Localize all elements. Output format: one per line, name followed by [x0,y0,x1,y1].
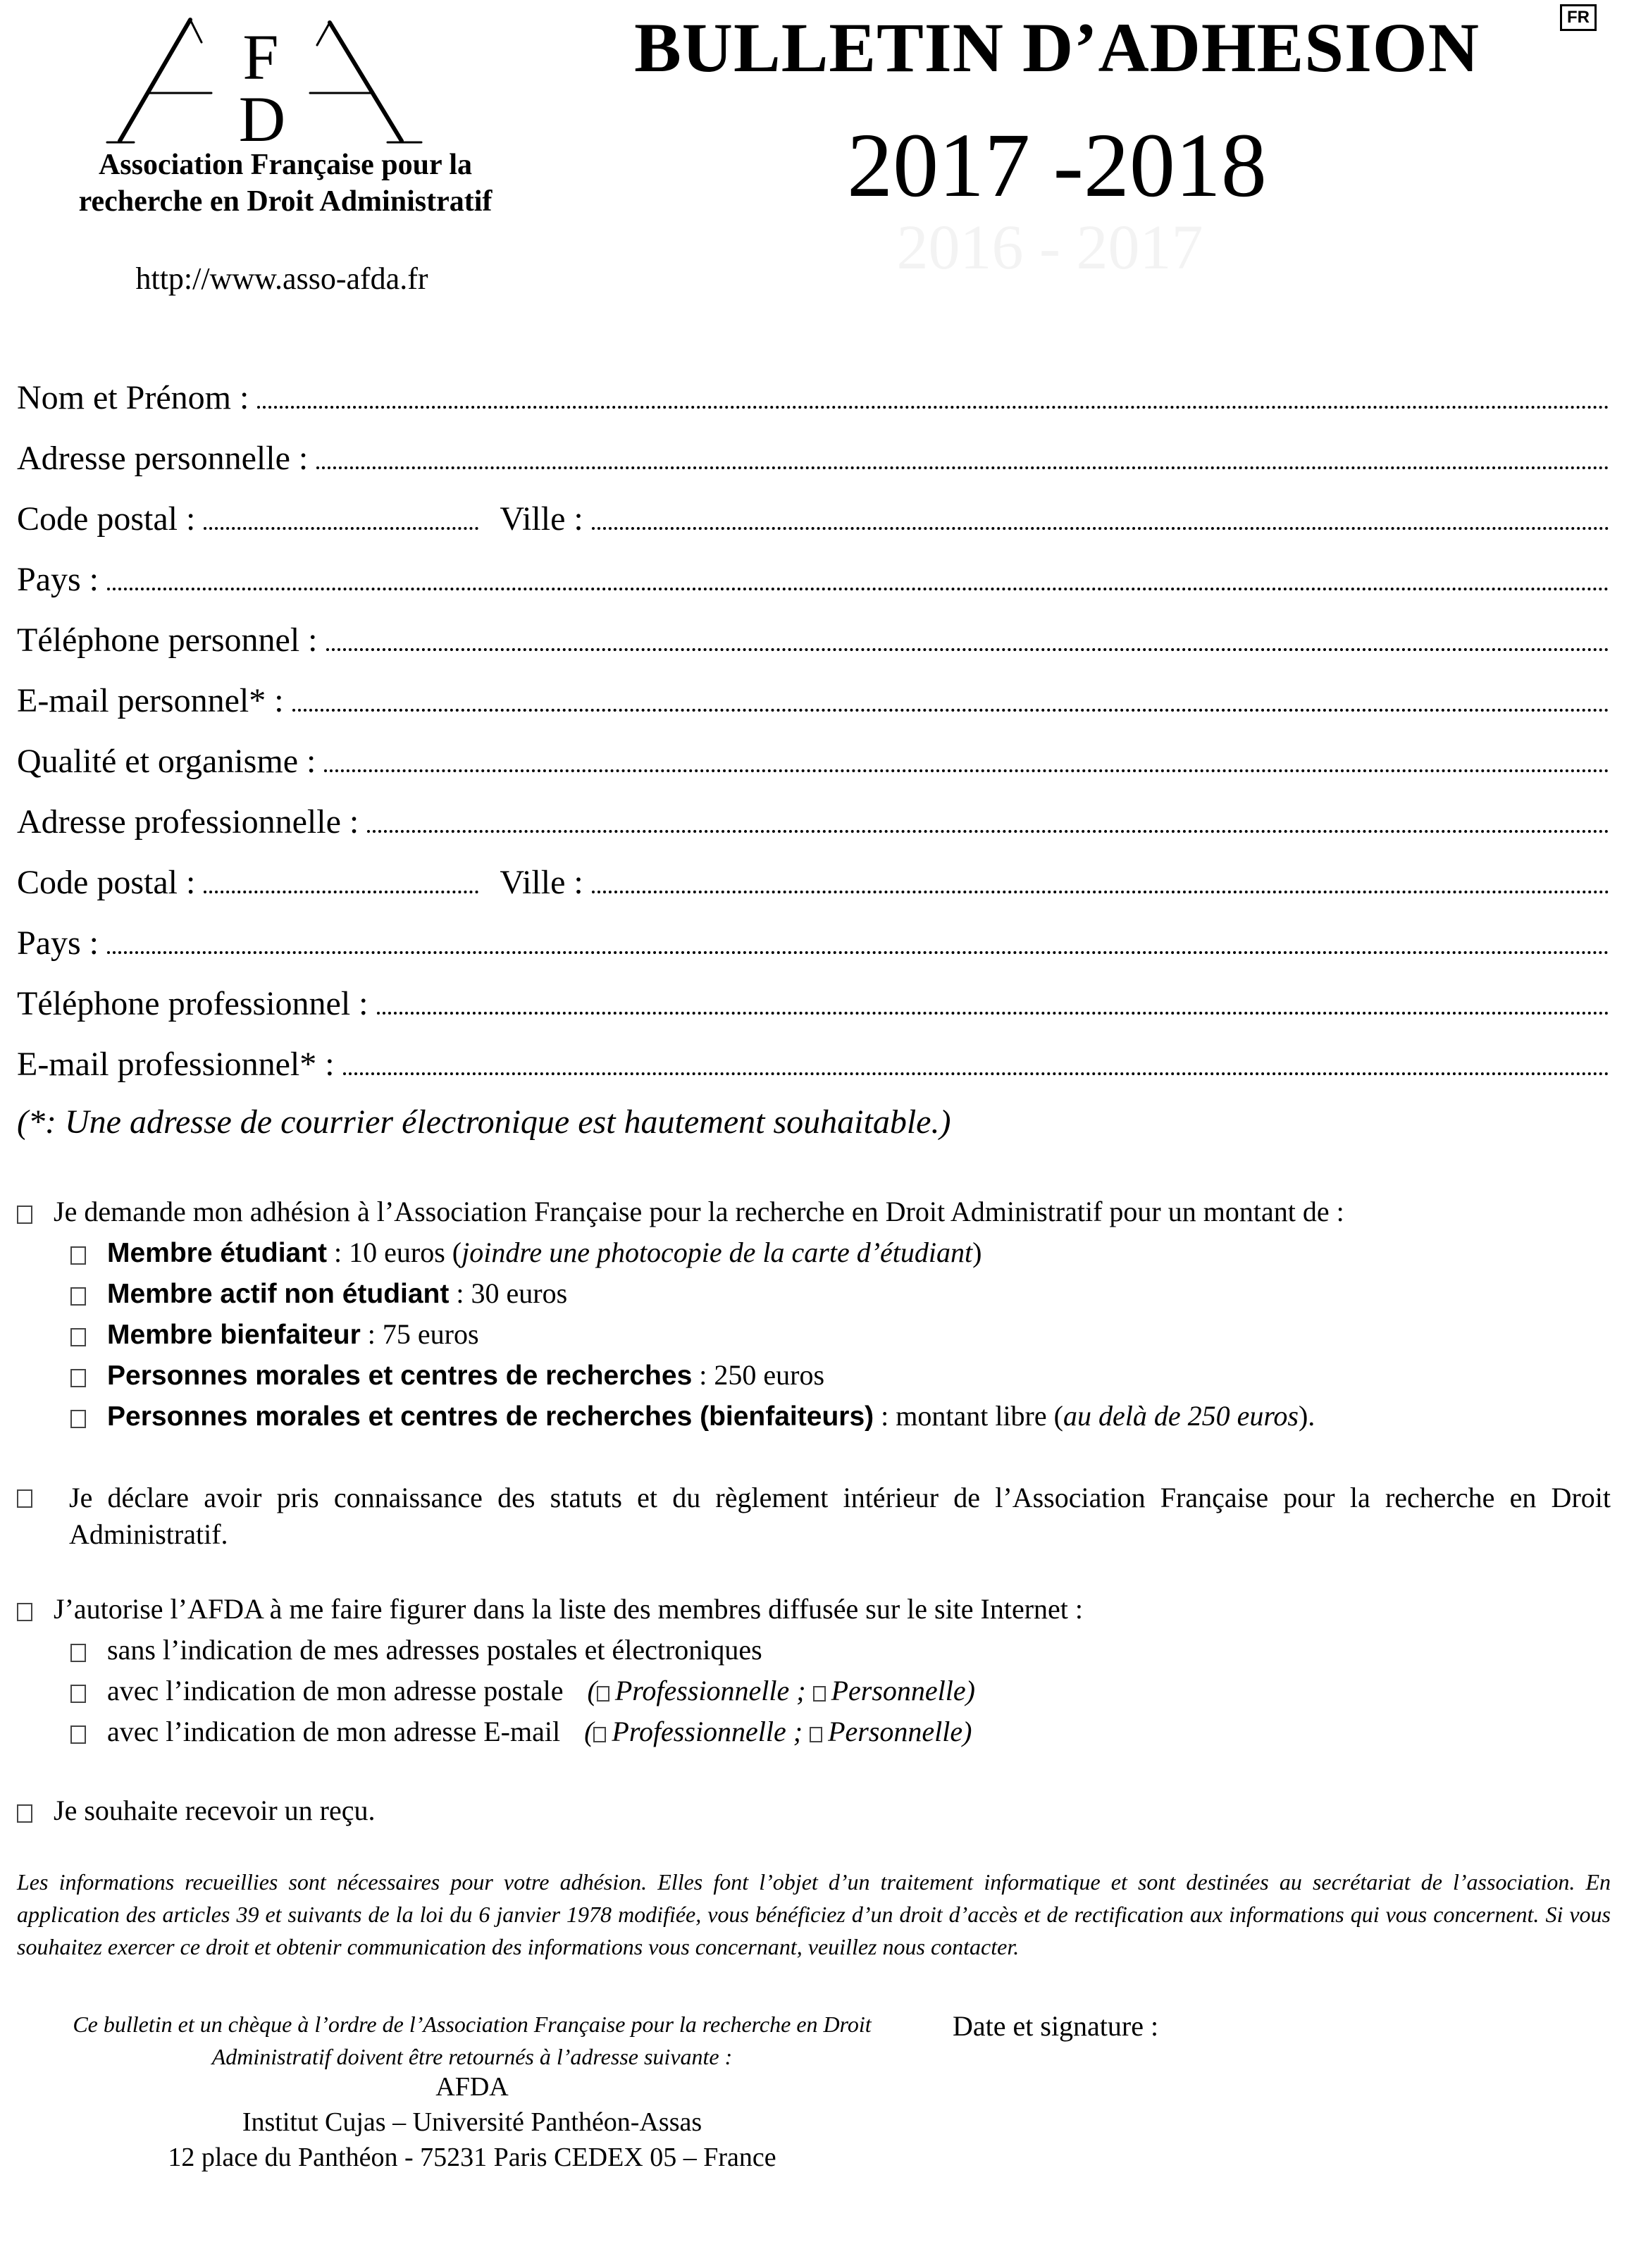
personal-checkbox[interactable] [810,1727,822,1742]
option-student[interactable]: Membre étudiant : 10 euros (joindre une photocopie de la carte d’étudiant) [70,1236,981,1269]
email-note: (*: Une adresse de courrier électronique est hautement souhaitable.) [17,1103,951,1141]
option-name: Personnes morales et centres de recherches [107,1361,693,1391]
statutes-declaration[interactable] [17,1480,1611,1553]
field-label: Nom et Prénom : [17,379,249,416]
option-name: Membre étudiant [107,1238,328,1268]
previous-year-watermark: 2016 - 2017 [896,213,1203,283]
checkbox[interactable] [70,1644,86,1662]
field-label: Qualité et organisme : [17,743,316,780]
membership-intro: Je demande mon adhésion à l’Association Française pour la recherche en Droit Administratif pour un montant de : [54,1196,1344,1227]
fill-line[interactable] [204,526,478,530]
receipt-checkbox[interactable] [17,1804,32,1823]
field-label: E-mail professionnel* : [17,1046,335,1083]
field-position-organisation[interactable] [17,738,1609,781]
field-label: Ville : [500,864,583,901]
field-professional-country[interactable] [17,920,1609,962]
logo-letter-d: D [238,83,286,148]
checkbox[interactable] [70,1287,86,1306]
field-personal-phone[interactable] [17,617,1609,659]
fill-line[interactable] [204,890,478,893]
field-personal-address[interactable] [17,435,1609,478]
checkbox[interactable] [70,1410,86,1428]
field-professional-address[interactable] [17,799,1609,841]
option-benefactor[interactable]: Membre bienfaiteur : 75 euros [70,1318,479,1351]
fill-line[interactable] [343,1072,1609,1075]
fill-line[interactable] [324,769,1609,772]
field-personal-postcode-city[interactable] [17,496,1609,538]
membership-request[interactable] [17,1195,1344,1228]
field-label: Code postal : [17,864,196,901]
option-active-member[interactable]: Membre actif non étudiant : 30 euros [70,1277,567,1310]
authorization-option-email[interactable]: avec l’indication de mon adresse E-mail ( Professionnelle ; Personnelle) [70,1715,972,1748]
declaration-text: Je déclare avoir pris connaissance des statuts et du règlement intérieur de l’Association Française pour la recherche en Droit Administratif. [69,1482,1611,1550]
org-name [28,147,543,220]
logo-letter-f: F [242,21,279,93]
option-legal-entities[interactable]: Personnes morales et centres de recherches : 250 euros [70,1358,824,1392]
field-personal-country[interactable] [17,557,1609,599]
field-label: Téléphone professionnel : [17,985,369,1022]
option-legal-entities-benefactors[interactable]: Personnes morales et centres de recherches (bienfaiteurs) : montant libre (au delà de 250 euros). [70,1399,1315,1432]
checkbox[interactable] [70,1369,86,1387]
fill-line[interactable] [592,526,1609,530]
field-label: Code postal : [17,500,196,538]
checkbox[interactable] [70,1246,86,1265]
fill-line[interactable] [326,647,1609,651]
field-label: E-mail personnel* : [17,682,284,719]
professional-checkbox[interactable] [593,1727,606,1742]
membership-year: 2017 -2018 [847,115,1267,216]
fill-line[interactable] [316,466,1609,469]
field-label: Ville : [500,500,583,538]
membership-checkbox[interactable] [17,1206,32,1224]
address-line-institute: Institut Cujas – Université Panthéon-Assas [242,2107,702,2137]
address-line-street: 12 place du Panthéon - 75231 Paris CEDEX 05 – France [168,2143,776,2172]
field-personal-email[interactable] [17,678,1609,720]
fill-line[interactable] [367,829,1609,833]
field-label: Adresse personnelle : [17,440,309,477]
fill-line[interactable] [292,708,1609,712]
professional-checkbox[interactable] [597,1686,609,1702]
authorization-option-none[interactable]: sans l’indication de mes adresses postales et électroniques [70,1633,762,1666]
receipt-request[interactable]: Je souhaite recevoir un reçu. [17,1794,375,1827]
option-name: Membre actif non étudiant [107,1279,450,1309]
authorization-option-postal[interactable]: avec l’indication de mon adresse postale ( Professionnelle ; Personnelle) [70,1674,975,1707]
field-name[interactable] [17,375,1609,417]
fill-line[interactable] [592,890,1609,893]
option-name: Personnes morales et centres de recherches (bienfaiteurs) [107,1401,874,1432]
field-professional-phone[interactable] [17,981,1609,1023]
afda-logo [106,14,430,148]
field-label: Téléphone personnel : [17,621,318,659]
website-link[interactable]: http://www.asso-afda.fr [135,261,428,296]
field-professional-email[interactable] [17,1041,1609,1084]
field-label: Pays : [17,924,99,962]
org-name-line1: Association Française pour la [98,149,473,181]
return-instructions: Ce bulletin et un chèque à l’ordre de l’Association Française pour la recherche en Droit Administratif doivent être retournés à l’adresse suivante : [73,2012,872,2069]
fill-line[interactable] [107,950,1609,954]
language-badge: FR [1560,4,1597,31]
fill-line[interactable] [377,1011,1609,1015]
option-name: Membre bienfaiteur [107,1320,361,1350]
page-title: BULLETIN D’ADHESION [634,8,1480,87]
declaration-checkbox[interactable] [17,1489,32,1508]
address-line-org: AFDA [435,2072,509,2102]
checkbox[interactable] [70,1725,86,1744]
fill-line[interactable] [107,587,1609,590]
authorization-checkbox[interactable] [17,1603,32,1621]
org-name-line2: recherche en Droit Administratif [78,185,493,218]
signature-label: Date et signature : [953,2010,1159,2042]
checkbox[interactable] [70,1685,86,1703]
field-label: Pays : [17,561,99,598]
directory-authorization[interactable] [17,1592,1083,1625]
field-professional-postcode-city[interactable] [17,860,1609,902]
privacy-notice: Les informations recueillies sont nécessaires pour votre adhésion. Elles font l’objet d’un traitement informatique et sont destinées au secrétariat de l’association. En application des articles 39 et suivants de la loi du 6 janvier 1978 modifiée, vous bénéficiez d’un droit d’accès et de rectification aux informations qui vous concernent. Si vous souhaitez exercer ce droit et obtenir communication des informations vous concernant, veuillez nous contacter. [17,1869,1611,1959]
fill-line[interactable] [257,405,1609,409]
field-label: Adresse professionnelle : [17,803,359,841]
personal-checkbox[interactable] [813,1686,826,1702]
checkbox[interactable] [70,1328,86,1346]
authorization-intro: J’autorise l’AFDA à me faire figurer dans la liste des membres diffusée sur le site Internet : [54,1593,1084,1625]
